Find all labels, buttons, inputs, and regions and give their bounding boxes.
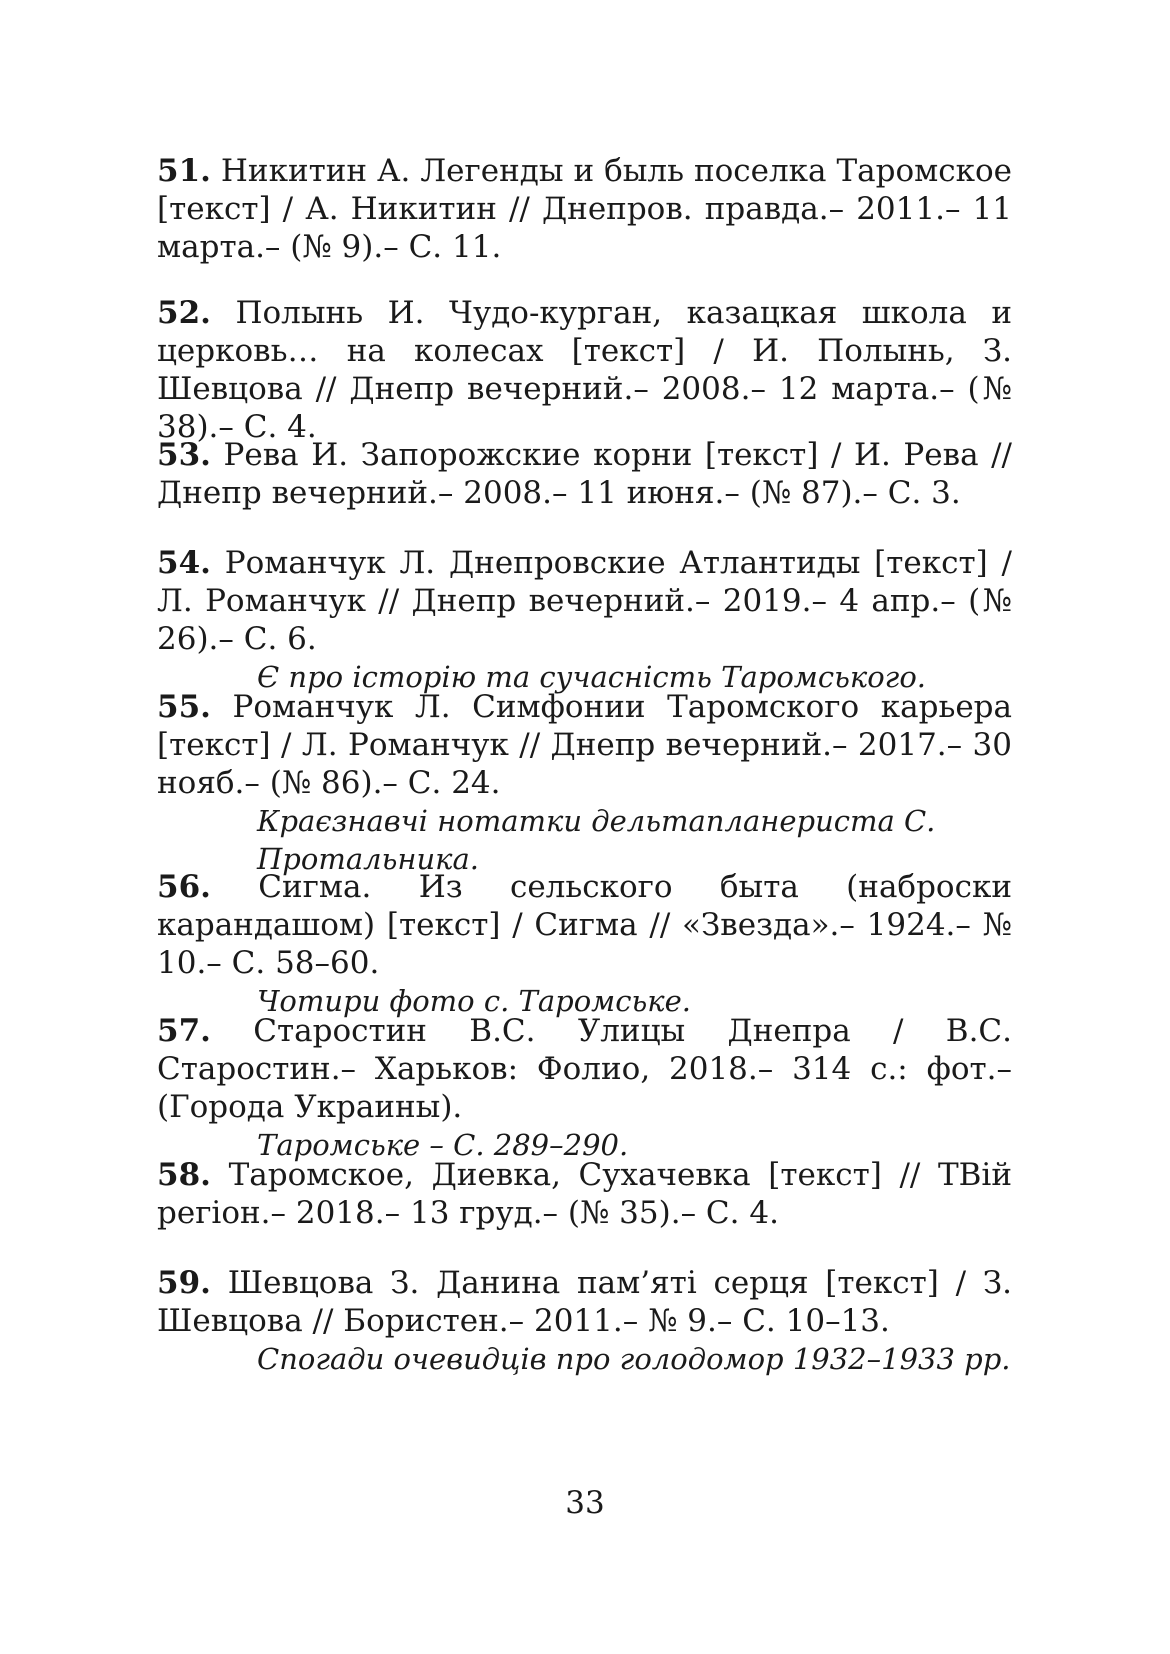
entry-number: 56. <box>157 869 211 905</box>
entry-text: Романчук Л. Днепровские Атлантиды [текст] / Л. Романчук // Днепр вечерний.– 2019.– 4 апр.– (№ 26).– С. 6. <box>157 545 1012 657</box>
entry-number: 54. <box>157 545 211 581</box>
bibliography-entry-54 <box>157 544 1012 696</box>
bibliography-entry-56 <box>157 868 1012 1020</box>
entry-number: 55. <box>157 689 211 725</box>
entry-text: Полынь И. Чудо-курган, казацкая школа и церковь… на колесах [текст] / И. Полынь, З. Шевцова // Днепр вечерний.– 2008.– 12 марта.– (№ 38).– С. 4. <box>157 295 1012 445</box>
page-number: 33 <box>565 1485 605 1521</box>
entry-note: Таромське – С. 289–290. <box>257 1128 629 1162</box>
entry-number: 58. <box>157 1157 211 1193</box>
bibliography-entry-59 <box>157 1264 1012 1378</box>
entry-number: 59. <box>157 1265 211 1301</box>
entry-number: 57. <box>157 1013 211 1049</box>
entry-number: 52. <box>157 295 211 331</box>
entry-note: Чотири фото с. Таромське. <box>257 984 691 1018</box>
bibliography-entry-57 <box>157 1012 1012 1164</box>
entry-note: Краєзнавчі нотатки дельтапланериста С. Протальника. <box>257 804 936 876</box>
bibliography-entry-51 <box>157 152 1012 266</box>
entry-text: Старостин В.С. Улицы Днепра / В.С. Старостин.– Харьков: Фолио, 2018.– 314 с.: фот.– (Города Украины). <box>157 1013 1012 1125</box>
entry-text: Никитин А. Легенды и быль поселка Таромское [текст] / А. Никитин // Днепров. правда.– 2011.– 11 марта.– (№ 9).– С. 11. <box>157 153 1013 265</box>
bibliography-entry-53 <box>157 436 1012 512</box>
entry-text: Сигма. Из сельского быта (наброски карандашом) [текст] / Сигма // «Звезда».– 1924.– № 10.– С. 58–60. <box>157 869 1012 981</box>
entry-text: Шевцова З. Данина пам’яті серця [текст] / З. Шевцова // Бористен.– 2011.– № 9.– С. 10–13. <box>157 1265 1012 1339</box>
entry-number: 53. <box>157 437 211 473</box>
entry-note: Спогади очевидців про голодомор 1932–1933 рр. <box>257 1342 1011 1376</box>
entry-note: Є про історію та сучасність Таромського. <box>257 660 926 694</box>
entry-text: Рева И. Запорожские корни [текст] / И. Рева // Днепр вечерний.– 2008.– 11 июня.– (№ 87).– С. 3. <box>157 437 1012 511</box>
bibliography-entry-55 <box>157 688 1012 878</box>
entry-text: Таромское, Диевка, Сухачевка [текст] // ТВій регіон.– 2018.– 13 груд.– (№ 35).– С. 4. <box>157 1157 1012 1231</box>
entry-number: 51. <box>157 153 211 189</box>
bibliography-entry-52 <box>157 294 1012 446</box>
bibliography-entry-58 <box>157 1156 1012 1232</box>
entry-text: Романчук Л. Симфонии Таромского карьера [текст] / Л. Романчук // Днепр вечерний.– 2017.– 30 нояб.– (№ 86).– С. 24. <box>157 689 1012 801</box>
